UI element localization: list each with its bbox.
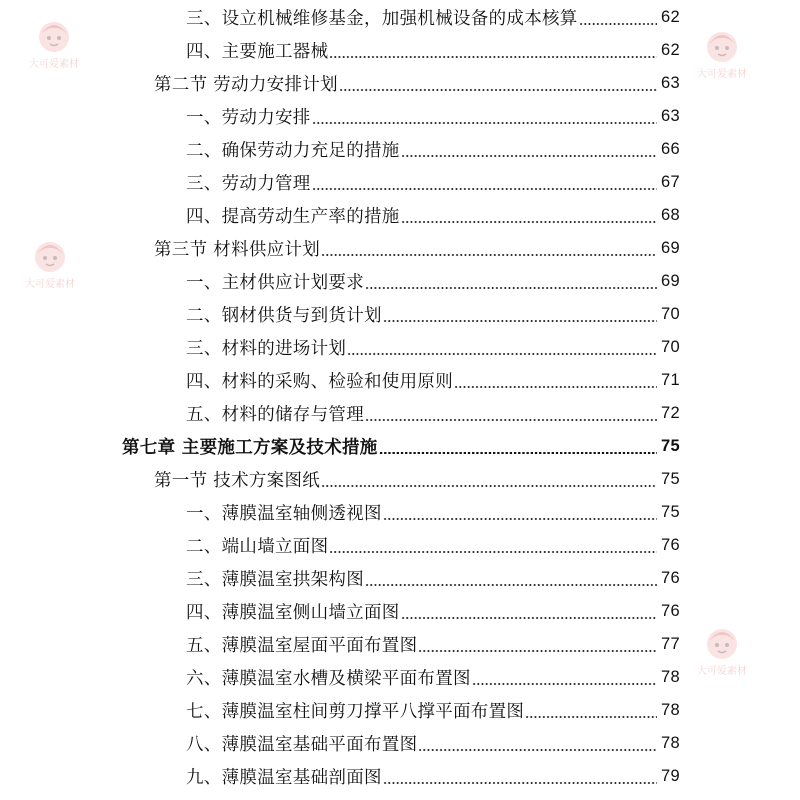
toc-entry-number: 三、 — [186, 339, 222, 359]
toc-dot-leader — [312, 188, 657, 190]
toc-dot-leader — [321, 485, 657, 487]
toc-entry-item[interactable] — [0, 727, 680, 760]
toc-entry-number: 三、 — [186, 174, 222, 194]
toc-entry-section[interactable] — [0, 232, 680, 265]
toc-dot-leader — [339, 89, 657, 91]
toc-dot-leader — [365, 287, 657, 289]
toc-entry-page-number: 62 — [661, 41, 680, 59]
toc-entry-page-number: 71 — [661, 371, 680, 389]
toc-entry-title: 确保劳动力充足的措施 — [221, 141, 400, 161]
toc-entry-item[interactable] — [0, 265, 680, 298]
toc-entry-number: 第七章 — [122, 438, 182, 458]
toc-entry-page-number: 70 — [661, 338, 680, 356]
toc-entry-page-number: 76 — [661, 602, 680, 620]
toc-entry-item[interactable] — [0, 694, 680, 727]
toc-entry-title: 材料的进场计划 — [221, 339, 347, 359]
toc-entry-number: 第二节 — [154, 75, 214, 95]
toc-dot-leader — [454, 386, 657, 388]
toc-entry-page-number: 69 — [661, 239, 680, 257]
toc-entry-number: 七、 — [186, 702, 222, 722]
toc-dot-leader — [418, 650, 657, 652]
toc-entry-title: 端山墙立面图 — [221, 537, 329, 557]
toc-entry-title: 主要施工器械 — [221, 42, 329, 62]
toc-entry-number: 九、 — [186, 768, 222, 788]
toc-entry-section[interactable] — [0, 67, 680, 100]
toc-entry-title: 技术方案图纸 — [213, 471, 321, 491]
toc-entry-item[interactable] — [0, 760, 680, 793]
toc-entry-number: 四、 — [186, 207, 222, 227]
toc-dot-leader — [347, 353, 657, 355]
toc-entry-item[interactable] — [0, 199, 680, 232]
toc-entry-title: 薄膜温室拱架构图 — [221, 570, 365, 590]
toc-entry-title: 主要施工方案及技术措施 — [181, 438, 378, 458]
toc-entry-title: 钢材供货与到货计划 — [221, 306, 382, 326]
toc-entry-page-number: 79 — [661, 767, 680, 785]
toc-entry-chapter[interactable] — [0, 430, 680, 463]
toc-entry-item[interactable] — [0, 661, 680, 694]
toc-entry-number: 八、 — [186, 735, 222, 755]
toc-entry-number: 三、 — [186, 570, 222, 590]
toc-entry-title: 材料的采购、检验和使用原则 — [221, 372, 454, 392]
toc-entry-number: 一、 — [186, 273, 222, 293]
toc-entry-page-number: 63 — [661, 107, 680, 125]
toc-entry-page-number: 66 — [661, 140, 680, 158]
toc-entry-page-number: 75 — [661, 437, 680, 455]
toc-dot-leader — [383, 518, 657, 520]
toc-entry-page-number: 76 — [661, 569, 680, 587]
toc-entry-title: 设立机械维修基金，加强机械设备的成本核算 — [221, 9, 578, 29]
toc-entry-number: 第三节 — [154, 240, 214, 260]
toc-entry-number: 第一节 — [154, 471, 214, 491]
toc-entry-title: 薄膜温室轴侧透视图 — [221, 504, 382, 524]
toc-dot-leader — [329, 56, 657, 58]
toc-entry-number: 五、 — [186, 636, 222, 656]
toc-entry-page-number: 78 — [661, 668, 680, 686]
toc-entry-page-number: 75 — [661, 470, 680, 488]
toc-entry-page-number: 69 — [661, 272, 680, 290]
toc-dot-leader — [365, 584, 657, 586]
toc-entry-title: 薄膜温室基础剖面图 — [221, 768, 382, 788]
toc-entry-page-number: 75 — [661, 503, 680, 521]
toc-dot-leader — [401, 617, 657, 619]
toc-entry-number: 五、 — [186, 405, 222, 425]
toc-entry-item[interactable] — [0, 133, 680, 166]
toc-entry-number: 二、 — [186, 537, 222, 557]
toc-dot-leader — [579, 23, 657, 25]
toc-entry-number: 六、 — [186, 669, 222, 689]
toc-entry-title: 薄膜温室基础平面布置图 — [221, 735, 418, 755]
toc-entry-item[interactable] — [0, 298, 680, 331]
toc-entry-title: 薄膜温室水槽及横梁平面布置图 — [221, 669, 471, 689]
toc-entry-item[interactable] — [0, 397, 680, 430]
toc-dot-leader — [401, 155, 657, 157]
toc-entry-number: 二、 — [186, 141, 222, 161]
watermark-text: 大可爱素材 — [697, 69, 747, 80]
toc-dot-leader — [365, 419, 657, 421]
toc-entry-page-number: 72 — [661, 404, 680, 422]
toc-entry-page-number: 78 — [661, 701, 680, 719]
toc-entry-title: 劳动力管理 — [221, 174, 311, 194]
toc-entry-item[interactable] — [0, 100, 680, 133]
toc-entry-title: 劳动力安排 — [221, 108, 311, 128]
toc-dot-leader — [401, 221, 657, 223]
toc-entry-number: 一、 — [186, 108, 222, 128]
toc-entry-item[interactable] — [0, 562, 680, 595]
toc-entry-item[interactable] — [0, 628, 680, 661]
toc-entry-title: 薄膜温室屋面平面布置图 — [221, 636, 418, 656]
toc-entry-page-number: 68 — [661, 206, 680, 224]
toc-entry-title: 劳动力安排计划 — [213, 75, 338, 95]
toc-entry-title: 材料供应计划 — [213, 240, 321, 260]
toc-entry-page-number: 63 — [661, 74, 680, 92]
toc-entry-item[interactable] — [0, 364, 680, 397]
watermark-text: 大可爱素材 — [25, 279, 75, 290]
toc-entry-page-number: 78 — [661, 734, 680, 752]
toc-entry-page-number: 70 — [661, 305, 680, 323]
toc-dot-leader — [379, 452, 657, 454]
toc-entry-item[interactable] — [0, 529, 680, 562]
toc-dot-leader — [312, 122, 657, 124]
toc-entry-title: 薄膜温室侧山墙立面图 — [221, 603, 400, 623]
watermark-text: 大可爱素材 — [29, 59, 79, 70]
toc-entry-page-number: 67 — [661, 173, 680, 191]
toc-entry-number: 二、 — [186, 306, 222, 326]
toc-dot-leader — [321, 254, 657, 256]
toc-entry-item[interactable] — [0, 166, 680, 199]
toc-entry-page-number: 62 — [661, 8, 680, 26]
toc-entry-number: 四、 — [186, 42, 222, 62]
toc-dot-leader — [329, 551, 657, 553]
toc-entry-number: 四、 — [186, 603, 222, 623]
toc-dot-leader — [525, 716, 657, 718]
toc-entry-number: 四、 — [186, 372, 222, 392]
toc-dot-leader — [472, 683, 657, 685]
toc-dot-leader — [383, 320, 657, 322]
toc-entry-number: 一、 — [186, 504, 222, 524]
toc-entry-section[interactable] — [0, 463, 680, 496]
toc-entry-title: 提高劳动生产率的措施 — [221, 207, 400, 227]
toc-entry-item[interactable] — [0, 331, 680, 364]
toc-entry-page-number: 77 — [661, 635, 680, 653]
toc-entry-title: 薄膜温室柱间剪刀撑平八撑平面布置图 — [221, 702, 525, 722]
toc-entry-item[interactable] — [0, 1, 680, 34]
toc-entry-item[interactable] — [0, 595, 680, 628]
toc-dot-leader — [383, 782, 657, 784]
toc-entry-title: 材料的储存与管理 — [221, 405, 365, 425]
toc-entry-title: 主材供应计划要求 — [221, 273, 365, 293]
toc-dot-leader — [418, 749, 657, 751]
toc-entry-number: 三、 — [186, 9, 222, 29]
toc-entry-item[interactable] — [0, 34, 680, 67]
toc-entry-item[interactable] — [0, 496, 680, 529]
toc-entry-page-number: 76 — [661, 536, 680, 554]
watermark-text: 大可爱素材 — [697, 666, 747, 677]
